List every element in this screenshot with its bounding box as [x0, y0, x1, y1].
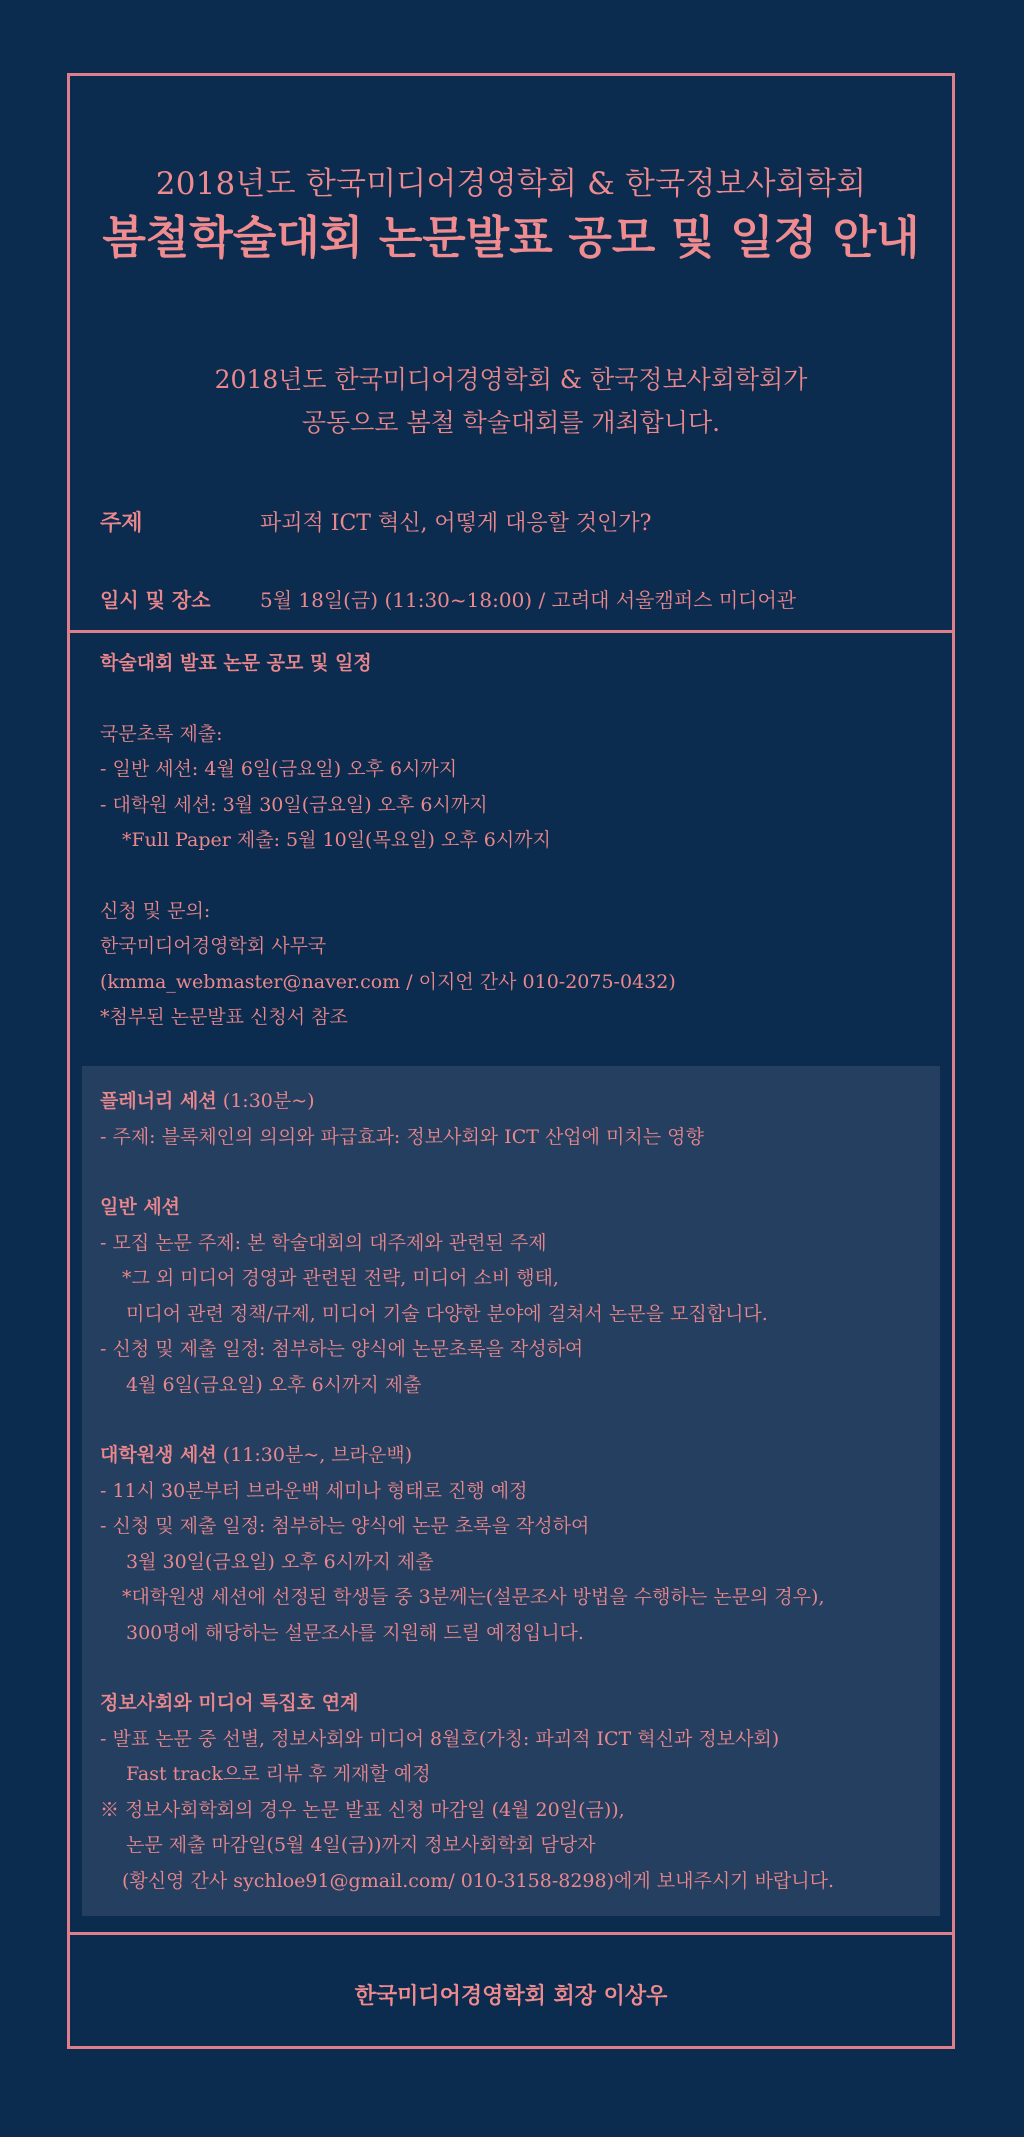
date-label: 일시 및 장소 — [100, 588, 211, 612]
full-paper-deadline: *Full Paper 제출: 5월 10일(목요일) 오후 6시까지 — [122, 829, 551, 851]
date-value: 5월 18일(금) (11:30~18:00) / 고려대 서울캠퍼스 미디어관 — [260, 588, 797, 612]
journal-line: Fast track으로 리뷰 후 게재할 예정 — [126, 1763, 431, 1785]
plenary-heading — [100, 1084, 920, 1120]
grad-line: *대학원생 세션에 선정된 학생들 중 3분께는(설문조사 방법을 수행하는 논문의 경우), — [122, 1586, 825, 1608]
topic-value: 파괴적 ICT 혁신, 어떻게 대응할 것인가? — [260, 511, 652, 536]
grad-line: 3월 30일(금요일) 오후 6시까지 제출 — [126, 1550, 434, 1573]
grad-heading — [100, 1438, 920, 1474]
contact-label: 신청 및 문의: — [100, 899, 211, 922]
divider — [70, 630, 952, 633]
grad-session-time: (11:30분~, 브라운백) — [216, 1444, 413, 1466]
journal-line: 논문 제출 마감일(5월 4일(금))까지 정보사회학회 담당자 — [126, 1834, 596, 1856]
graduate-deadline: - 대학원 세션: 3월 30일(금요일) 오후 6시까지 — [100, 793, 488, 816]
page-title: 봄철학술대회 논문발표 공모 및 일정 안내 — [102, 211, 920, 264]
header-subtitle: 2018년도 한국미디어경영학회 & 한국정보사회학회 — [155, 166, 867, 202]
general-deadline: - 일반 세션: 4월 6일(금요일) 오후 6시까지 — [100, 758, 458, 780]
footer-signature: 한국미디어경영학회 회장 이상우 — [354, 1983, 668, 2009]
grad-line: - 신청 및 제출 일정: 첨부하는 양식에 논문 초록을 작성하여 — [100, 1515, 590, 1537]
general-line: 4월 6일(금요일) 오후 6시까지 제출 — [126, 1373, 422, 1396]
attachment-note: *첨부된 논문발표 신청서 참조 — [100, 1006, 348, 1028]
grad-line: 300명에 해당하는 설문조사를 지원해 드릴 예정입니다. — [126, 1621, 584, 1644]
submission-heading: 학술대회 발표 논문 공모 및 일정 — [100, 652, 372, 674]
intro-line: 공동으로 봄철 학술대회를 개최합니다. — [301, 408, 721, 437]
plenary-time: (1:30분~) — [216, 1090, 315, 1112]
journal-line: ※ 정보사회학회의 경우 논문 발표 신청 마감일 (4월 20일(금)), — [100, 1798, 625, 1821]
journal-line: - 발표 논문 중 선별, 정보사회와 미디어 8월호(가칭: 파괴적 ICT 혁신과 정보사회) — [100, 1727, 780, 1750]
intro-line: 2018년도 한국미디어경영학회 & 한국정보사회학회가 — [214, 365, 808, 394]
general-line: - 신청 및 제출 일정: 첨부하는 양식에 논문초록을 작성하여 — [100, 1338, 584, 1360]
plenary-title: 플레너리 세션 — [100, 1090, 217, 1112]
general-line: - 모집 논문 주제: 본 학술대회의 대주제와 관련된 주제 — [100, 1231, 547, 1254]
grad-line: - 11시 30분부터 브라운백 세미나 형태로 진행 예정 — [100, 1479, 528, 1502]
journal-line: (황신영 간사 sychloe91@gmail.com/ 010-3158-8298)에게 보내주시기 바랍니다. — [122, 1869, 835, 1892]
topic-label: 주제 — [100, 510, 143, 536]
grad-session-title: 대학원생 세션 — [100, 1444, 217, 1466]
contact-org: 한국미디어경영학회 사무국 — [100, 935, 327, 957]
topic-row — [100, 506, 651, 537]
journal-title: 정보사회와 미디어 특집호 연계 — [100, 1692, 359, 1714]
submission-section — [100, 646, 920, 1036]
abstract-label: 국문초록 제출: — [100, 722, 223, 745]
general-line: 미디어 관련 정책/규제, 미디어 기술 다양한 분야에 걸쳐서 논문을 모집합니다. — [126, 1302, 768, 1325]
date-row — [100, 584, 796, 613]
notice-frame — [67, 73, 955, 2049]
general-session-title: 일반 세션 — [100, 1196, 181, 1218]
session-details-panel — [82, 1066, 940, 1916]
divider — [70, 1932, 952, 1935]
general-line: *그 외 미디어 경영과 관련된 전략, 미디어 소비 행태, — [122, 1267, 559, 1289]
intro-text — [70, 358, 952, 444]
plenary-topic: - 주제: 블록체인의 의의와 파급효과: 정보사회와 ICT 산업에 미치는 영향 — [100, 1125, 704, 1148]
contact-detail: (kmma_webmaster@naver.com / 이지언 간사 010-2075-0432) — [100, 970, 676, 993]
